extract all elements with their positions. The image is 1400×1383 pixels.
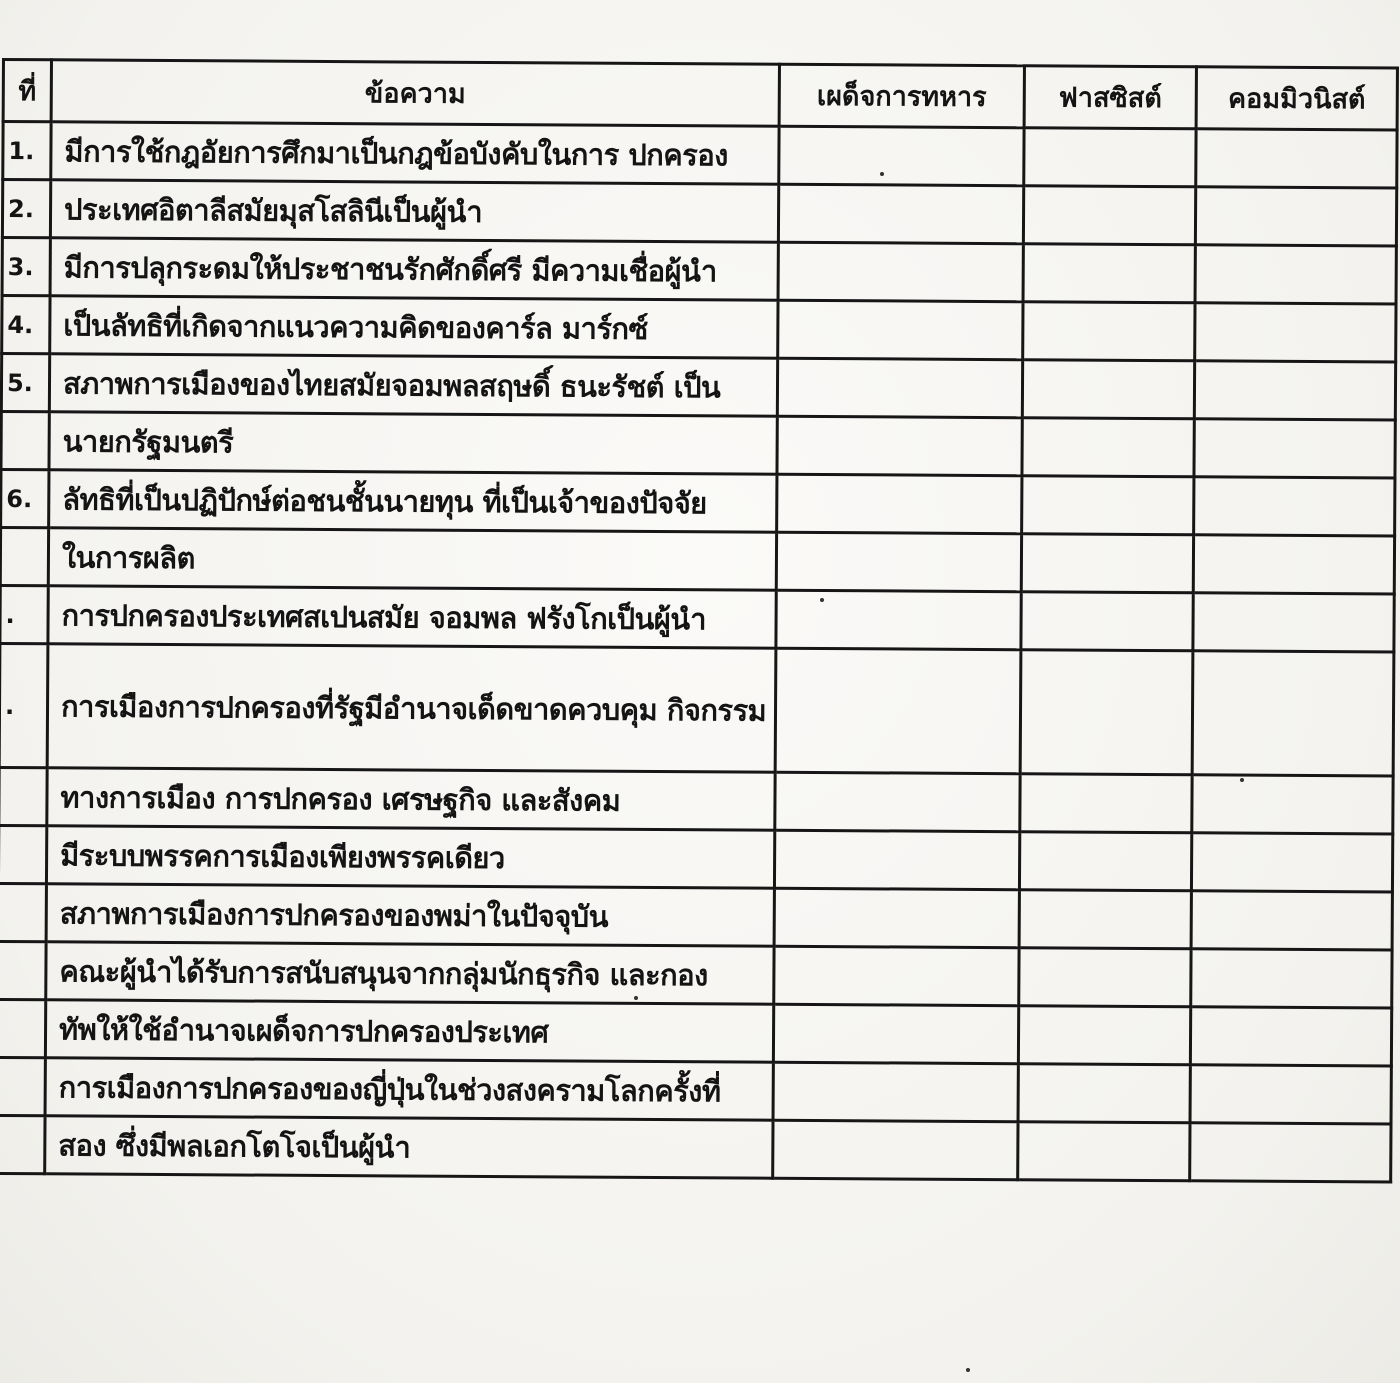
table-row <box>0 941 1392 1008</box>
table-row <box>2 296 1396 363</box>
row-number <box>0 528 48 586</box>
answer-cell-communist[interactable] <box>1191 891 1392 950</box>
answer-cell-fascist[interactable] <box>1018 1064 1190 1123</box>
answer-cell-communist[interactable] <box>1193 593 1394 652</box>
answer-cell-fascist[interactable] <box>1022 418 1194 477</box>
row-number: . <box>0 585 48 643</box>
answer-cell-fascist[interactable] <box>1021 534 1193 593</box>
answer-cell-communist[interactable] <box>1194 419 1395 478</box>
table-row <box>0 999 1392 1066</box>
answer-cell-fascist[interactable] <box>1020 774 1192 833</box>
ink-speck <box>634 996 638 1000</box>
answer-cell-communist[interactable] <box>1196 129 1397 188</box>
answer-cell-communist[interactable] <box>1195 303 1396 362</box>
answer-cell-dictatorship[interactable] <box>775 648 1021 773</box>
table-row <box>0 883 1392 950</box>
row-statement: นายกรัฐมนตรี <box>49 412 777 474</box>
row-number: 3. <box>2 238 50 296</box>
answer-cell-dictatorship[interactable] <box>773 1004 1018 1063</box>
answer-cell-fascist[interactable] <box>1019 890 1191 949</box>
answer-cell-fascist[interactable] <box>1024 128 1196 187</box>
row-statement: ทางการเมือง การปกครอง เศรษฐกิจ และสังคม <box>47 768 775 830</box>
row-number: 2. <box>2 180 50 238</box>
header-statement: ข้อความ <box>51 60 779 126</box>
row-statement: สอง ซึ่งมีพลเอกโตโจเป็นผู้นำ <box>45 1116 773 1178</box>
answer-cell-dictatorship[interactable] <box>777 358 1022 417</box>
table-row <box>0 825 1393 892</box>
table-row <box>3 122 1397 189</box>
ink-speck <box>966 1368 970 1372</box>
row-number <box>0 767 47 825</box>
ink-speck <box>820 598 824 602</box>
row-statement: สภาพการเมืองการปกครองของพม่าในปัจจุบัน <box>46 884 774 946</box>
answer-cell-communist[interactable] <box>1194 361 1395 420</box>
answer-cell-dictatorship[interactable] <box>779 126 1024 185</box>
row-number <box>0 825 47 883</box>
table-row <box>0 767 1393 834</box>
answer-cell-dictatorship[interactable] <box>778 242 1023 301</box>
answer-cell-communist[interactable] <box>1190 1123 1391 1182</box>
row-statement: มีการใช้กฎอัยการศึกมาเป็นกฎข้อบังคับในการ ปกครอง <box>51 122 779 184</box>
table-row <box>0 1115 1391 1182</box>
header-number: ที่ <box>3 60 51 122</box>
answer-cell-dictatorship[interactable] <box>777 416 1022 475</box>
row-statement: มีระบบพรรคการเมืองเพียงพรรคเดียว <box>46 826 774 888</box>
row-number: 5. <box>1 354 49 412</box>
answer-cell-dictatorship[interactable] <box>778 300 1023 359</box>
answer-cell-communist[interactable] <box>1193 535 1394 594</box>
table-row <box>1 470 1395 537</box>
answer-cell-communist[interactable] <box>1191 833 1392 892</box>
answer-cell-fascist[interactable] <box>1018 1122 1190 1181</box>
row-number <box>0 999 46 1057</box>
answer-cell-dictatorship[interactable] <box>774 830 1019 889</box>
answer-cell-communist[interactable] <box>1195 245 1396 304</box>
answer-cell-fascist[interactable] <box>1022 476 1194 535</box>
row-statement: เป็นลัทธิที่เกิดจากแนวความคิดของคาร์ล มาร์กซ์ <box>50 296 778 358</box>
header-fascist: ฟาสซิสต์ <box>1024 66 1196 129</box>
table-row <box>0 585 1394 652</box>
row-number <box>0 883 46 941</box>
answer-cell-fascist[interactable] <box>1022 360 1194 419</box>
row-number: 4. <box>2 296 50 354</box>
answer-cell-dictatorship[interactable] <box>777 474 1022 533</box>
row-number <box>0 1115 45 1173</box>
ink-speck <box>880 172 884 176</box>
row-number: 6. <box>1 470 49 528</box>
row-statement: ประเทศอิตาลีสมัยมุสโสลินีเป็นผู้นำ <box>50 180 778 242</box>
row-statement: การเมืองการปกครองของญี่ปุ่นในช่วงสงครามโลกครั้งที่ <box>45 1058 773 1120</box>
header-dictatorship: เผด็จการทหาร <box>779 64 1024 127</box>
table-row <box>0 1057 1391 1124</box>
row-number: 1. <box>3 122 51 180</box>
ink-speck <box>1240 778 1244 782</box>
answer-cell-fascist[interactable] <box>1023 302 1195 361</box>
answer-cell-dictatorship[interactable] <box>773 1062 1018 1121</box>
table-row <box>0 643 1394 776</box>
answer-cell-dictatorship[interactable] <box>778 184 1023 243</box>
row-statement: ในการผลิต <box>48 528 776 590</box>
answer-cell-communist[interactable] <box>1192 651 1394 776</box>
answer-cell-dictatorship[interactable] <box>776 532 1021 591</box>
worksheet-table <box>0 58 1399 1184</box>
row-statement: สภาพการเมืองของไทยสมัยจอมพลสฤษดิ์ ธนะรัชต์ เป็น <box>49 354 777 416</box>
answer-cell-dictatorship[interactable] <box>776 590 1021 649</box>
answer-cell-fascist[interactable] <box>1018 1006 1190 1065</box>
answer-cell-fascist[interactable] <box>1020 650 1193 775</box>
answer-cell-fascist[interactable] <box>1019 948 1191 1007</box>
answer-cell-communist[interactable] <box>1191 949 1392 1008</box>
answer-cell-fascist[interactable] <box>1021 592 1193 651</box>
row-statement: ลัทธิที่เป็นปฏิปักษ์ต่อชนชั้นนายทุน ที่เป็นเจ้าของปัจจัย <box>49 470 777 532</box>
table-row <box>2 180 1396 247</box>
table-row <box>2 238 1396 305</box>
row-number <box>0 1057 45 1115</box>
answer-cell-fascist[interactable] <box>1023 244 1195 303</box>
row-statement: ทัพให้ใช้อำนาจเผด็จการปกครองประเทศ <box>45 1000 773 1062</box>
row-number <box>0 941 46 999</box>
answer-cell-dictatorship[interactable] <box>774 888 1019 947</box>
header-communist: คอมมิวนิสต์ <box>1196 67 1397 130</box>
row-statement: มีการปลุกระดมให้ประชาชนรักศักดิ์ศรี มีความเชื่อผู้นำ <box>50 238 778 300</box>
table-row <box>0 528 1394 595</box>
answer-cell-communist[interactable] <box>1190 1065 1391 1124</box>
answer-cell-fascist[interactable] <box>1019 832 1191 891</box>
answer-cell-dictatorship[interactable] <box>773 1120 1018 1179</box>
header-row <box>3 60 1397 131</box>
answer-cell-dictatorship[interactable] <box>775 772 1020 831</box>
answer-cell-communist[interactable] <box>1195 187 1396 246</box>
answer-cell-communist[interactable] <box>1194 477 1395 536</box>
row-number <box>1 412 49 470</box>
answer-cell-dictatorship[interactable] <box>774 946 1019 1005</box>
answer-cell-communist[interactable] <box>1190 1007 1391 1066</box>
table-row <box>1 412 1395 479</box>
answer-cell-communist[interactable] <box>1192 775 1393 834</box>
row-statement: การปกครองประเทศสเปนสมัย จอมพล ฟรังโกเป็นผู้นำ <box>48 586 776 648</box>
row-statement: คณะผู้นำได้รับการสนับสนุนจากกลุ่มนักธุรกิจ และกอง <box>46 942 774 1004</box>
row-statement: การเมืองการปกครองที่รัฐมีอำนาจเด็ดขาดควบคุม กิจกรรม <box>47 644 776 772</box>
table-row <box>1 354 1395 421</box>
answer-cell-fascist[interactable] <box>1023 186 1195 245</box>
row-number: . <box>0 643 48 767</box>
